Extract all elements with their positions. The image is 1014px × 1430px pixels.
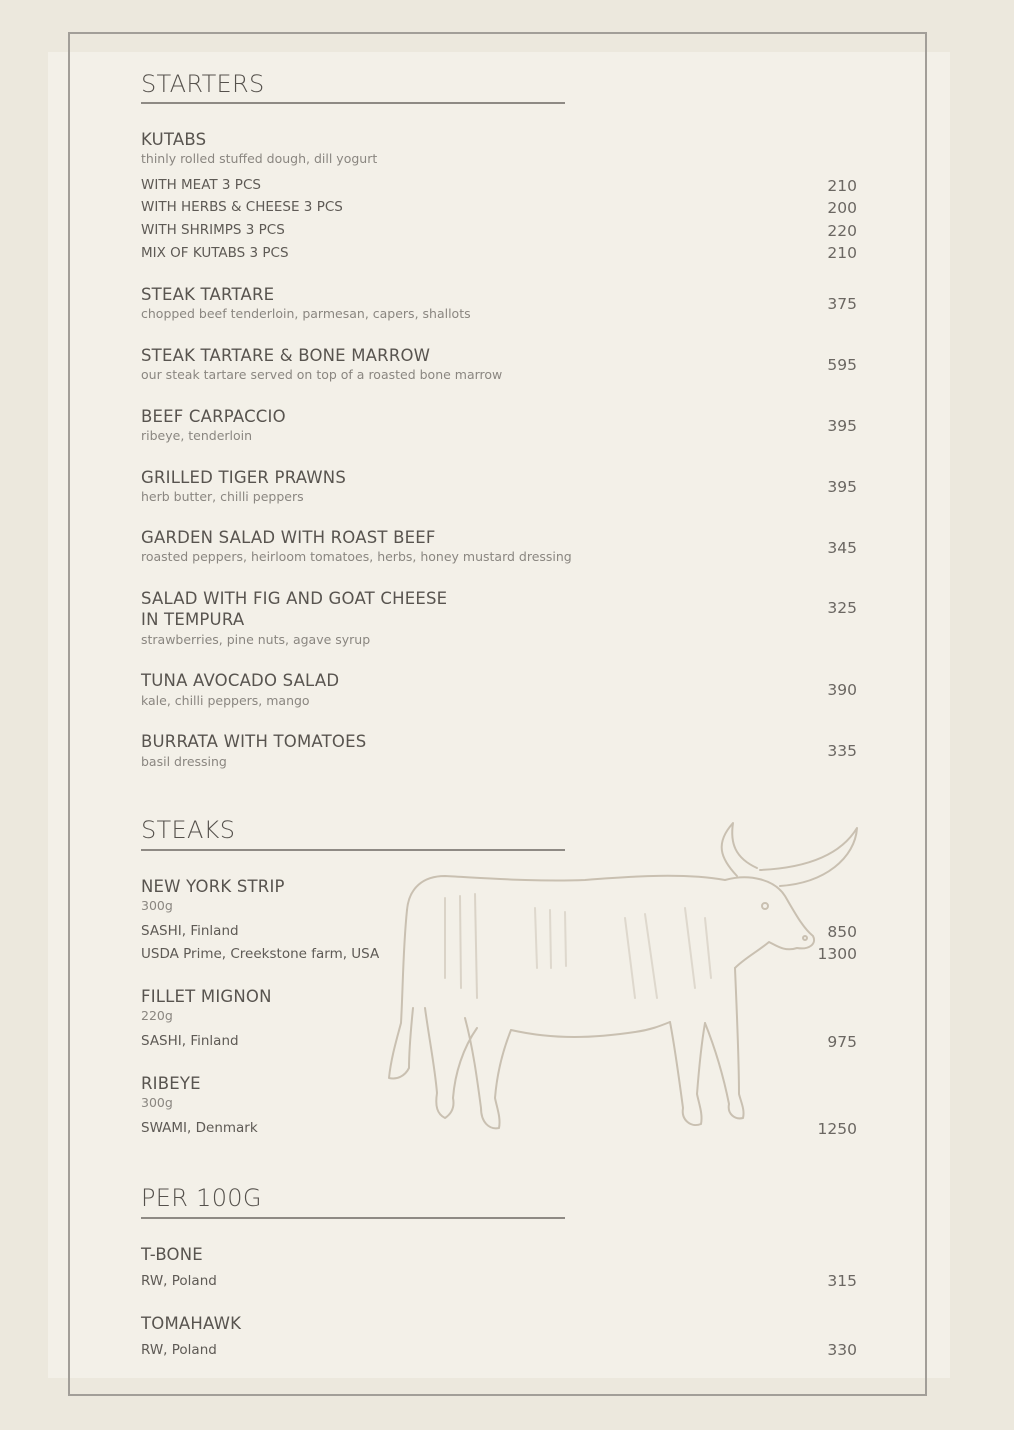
bull-illustration <box>385 818 865 1140</box>
menu-item-name: RIBEYE <box>141 1074 201 1093</box>
menu-option-label: SASHI, Finland <box>141 1033 239 1049</box>
menu-item-price: 390 <box>827 681 857 699</box>
menu-option-label: WITH MEAT 3 PCS <box>141 177 261 193</box>
menu-option-price: 220 <box>827 222 857 240</box>
menu-item-weight: 220g <box>141 1008 173 1023</box>
menu-item-name: GRILLED TIGER PRAWNS <box>141 468 347 487</box>
menu-option-label: WITH SHRIMPS 3 PCS <box>141 222 285 238</box>
menu-option-label: MIX OF KUTABS 3 PCS <box>141 245 289 261</box>
menu-option-price: 975 <box>827 1033 857 1051</box>
menu-item-origin: RW, Poland <box>141 1273 217 1289</box>
menu-option-label: SWAMI, Denmark <box>141 1120 258 1136</box>
menu-option-price: 1250 <box>817 1120 857 1138</box>
menu-item-name: TUNA AVOCADO SALAD <box>141 671 340 690</box>
menu-item-price: 595 <box>827 356 857 374</box>
menu-item-name: KUTABS <box>141 130 207 149</box>
menu-option-price: 210 <box>827 177 857 195</box>
menu-item-name: GARDEN SALAD WITH ROAST BEEF <box>141 528 436 547</box>
menu-item-name: STEAK TARTARE & BONE MARROW <box>141 346 431 365</box>
menu-item-description: strawberries, pine nuts, agave syrup <box>141 632 371 647</box>
menu-option-price: 200 <box>827 199 857 217</box>
menu-item-name: STEAK TARTARE <box>141 285 275 304</box>
menu-item-weight: 300g <box>141 1095 173 1110</box>
menu-item-description: kale, chilli peppers, mango <box>141 693 310 708</box>
menu-item-description: basil dressing <box>141 754 227 769</box>
menu-item-origin: RW, Poland <box>141 1342 217 1358</box>
section-divider <box>141 102 565 104</box>
menu-item-name: BURRATA WITH TOMATOES <box>141 732 367 751</box>
menu-item-price: 395 <box>827 478 857 496</box>
menu-item-price: 375 <box>827 295 857 313</box>
menu-item-price: 330 <box>827 1341 857 1359</box>
menu-item-name: BEEF CARPACCIO <box>141 407 286 426</box>
section-title-starters: STARTERS <box>141 70 265 98</box>
menu-item-name: TOMAHAWK <box>141 1314 242 1333</box>
menu-item-price: 345 <box>827 539 857 557</box>
menu-item-description: herb butter, chilli peppers <box>141 489 304 504</box>
menu-item-name: T-BONE <box>141 1245 203 1264</box>
menu-item-description: chopped beef tenderloin, parmesan, capers, shallots <box>141 306 471 321</box>
menu-option-price: 1300 <box>817 945 857 963</box>
menu-item-name: SALAD WITH FIG AND GOAT CHEESE <box>141 589 448 608</box>
menu-item-description: ribeye, tenderloin <box>141 428 253 443</box>
menu-option-label: USDA Prime, Creekstone farm, USA <box>141 946 380 962</box>
menu-option-price: 850 <box>827 923 857 941</box>
menu-item-name: FILLET MIGNON <box>141 987 272 1006</box>
menu-item-description: thinly rolled stuffed dough, dill yogurt <box>141 151 378 166</box>
menu-item-price: 315 <box>827 1272 857 1290</box>
section-divider <box>141 1217 565 1219</box>
section-divider <box>141 849 565 851</box>
menu-option-label: WITH HERBS & CHEESE 3 PCS <box>141 199 343 215</box>
menu-item-price: 335 <box>827 742 857 760</box>
section-title-per-100g: PER 100G <box>141 1184 262 1212</box>
menu-item-price: 395 <box>827 417 857 435</box>
menu-item-description: our steak tartare served on top of a roasted bone marrow <box>141 367 503 382</box>
menu-option-label: SASHI, Finland <box>141 923 239 939</box>
menu-item-name: NEW YORK STRIP <box>141 877 285 896</box>
section-title-steaks: STEAKS <box>141 816 236 844</box>
menu-item-price: 325 <box>827 599 857 617</box>
menu-option-price: 210 <box>827 244 857 262</box>
menu-item-name-continued: IN TEMPURA <box>141 610 245 629</box>
menu-item-weight: 300g <box>141 898 173 913</box>
menu-item-description: roasted peppers, heirloom tomatoes, herbs, honey mustard dressing <box>141 549 572 564</box>
